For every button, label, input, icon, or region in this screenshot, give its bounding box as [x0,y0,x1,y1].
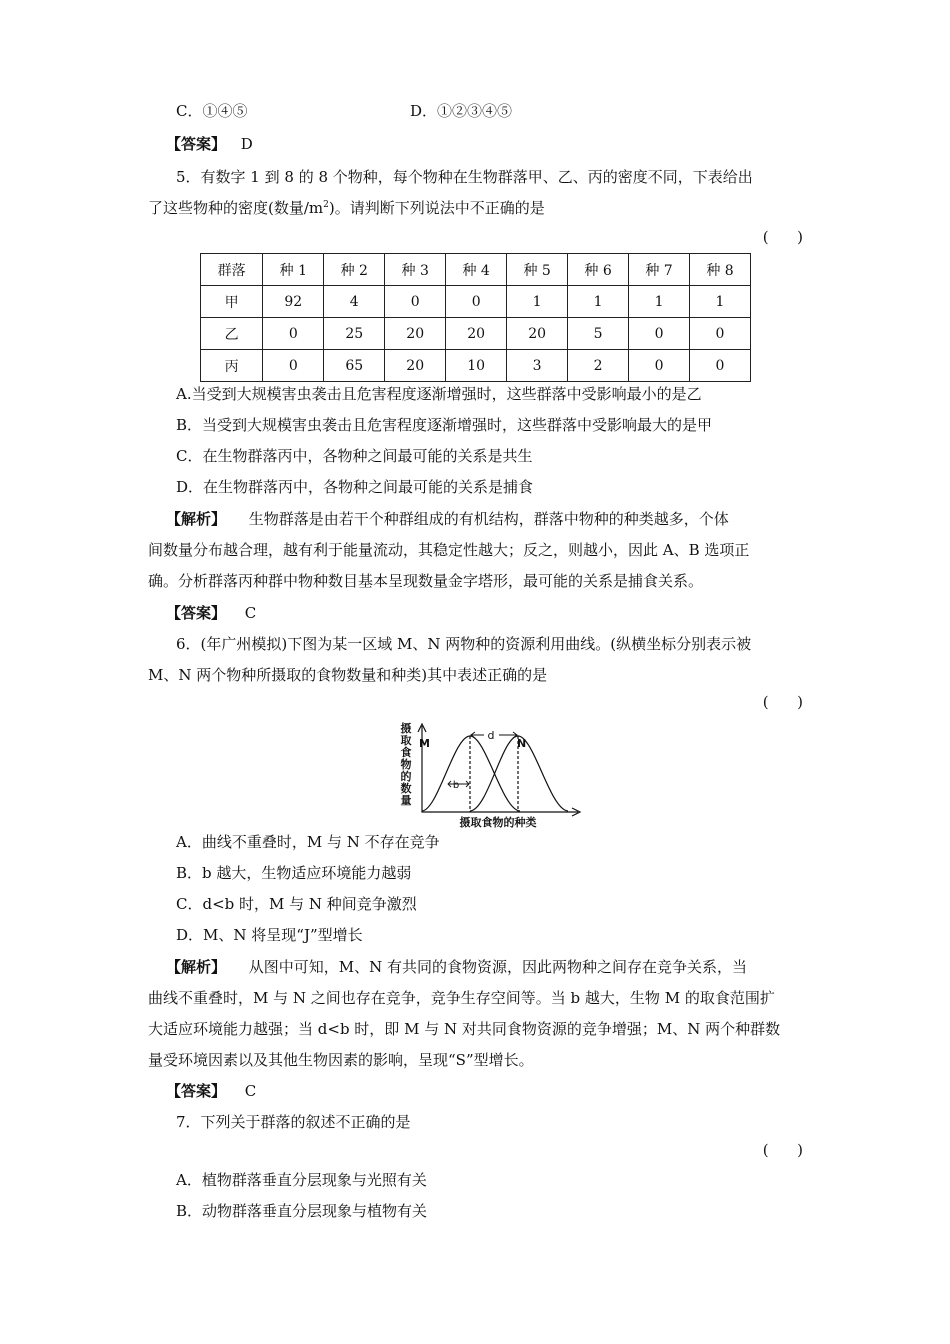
table-cell: 1 [568,286,629,318]
analysis-text: 从图中可知，M、N 有共同的食物资源，因此两物种之间存在竞争关系，当 [248,958,748,976]
answer-value: C [244,1082,257,1100]
density-table [200,253,751,382]
q5-stem-text-b: )。请判断下列说法中不正确的是 [328,199,545,217]
q6-analysis-line1 [166,957,747,977]
table-cell: 1 [690,286,751,318]
table-cell: 0 [263,318,324,350]
answer-label: 【答案】 [166,135,227,153]
table-cell: 乙 [201,318,263,350]
table-row [201,318,751,350]
header-cell: 种 6 [568,254,629,286]
q5-option-c: C．在生物群落丙中，各物种之间最可能的关系是共生 [176,447,533,465]
d-label: d [487,729,495,742]
q7-answer-paren: ( ) [762,1141,803,1159]
table-header-row [201,254,751,286]
q7-option-a: A．植物群落垂直分层现象与光照有关 [176,1171,427,1189]
header-cell: 种 7 [629,254,690,286]
q6-answer [166,1081,256,1101]
q6-stem-line1: 6．(年广州模拟)下图为某一区域 M、N 两物种的资源利用曲线。(纵横坐标分别表示被 [176,635,752,653]
q5-option-d: D．在生物群落丙中，各物种之间最可能的关系是捕食 [176,478,534,496]
table-cell: 0 [629,350,690,382]
q5-stem-superscript: 2 [323,200,329,210]
q6-answer-paren: ( ) [762,693,803,711]
table-cell: 1 [629,286,690,318]
y-axis-label-char: 的 [400,770,412,783]
table-cell: 10 [446,350,507,382]
q4-answer [166,134,253,154]
table-cell: 丙 [201,350,263,382]
q5-option-a: A.当受到大规模害虫袭击且危害程度逐渐增强时，这些群落中受影响最小的是乙 [176,385,702,403]
q5-option-b: B．当受到大规模害虫袭击且危害程度逐渐增强时，这些群落中受影响最大的是甲 [176,416,713,434]
table-cell: 0 [690,350,751,382]
table-cell: 92 [263,286,324,318]
y-axis-label-char: 食 [400,746,412,759]
y-axis-label-char: 量 [400,794,412,807]
table-cell: 25 [324,318,385,350]
table-row [201,350,751,382]
header-cell: 种 1 [263,254,324,286]
header-cell: 种 2 [324,254,385,286]
table-row [201,286,751,318]
q5-stem-line1: 5．有数字 1 到 8 的 8 个物种，每个物种在生物群落甲、乙、丙的密度不同，下表给出 [176,168,753,186]
header-cell: 种 3 [385,254,446,286]
q4-option-c: C．①④⑤ [176,102,248,120]
q6-option-a: A．曲线不重叠时，M 与 N 不存在竞争 [176,833,440,851]
q7-option-b: B．动物群落垂直分层现象与植物有关 [176,1202,428,1220]
q5-analysis-line3: 确。分析群落丙种群中物种数目基本呈现数量金字塔形，最可能的关系是捕食关系。 [148,572,704,590]
q6-analysis-line2: 曲线不重叠时，M 与 N 之间也存在竞争，竞争生存空间等。当 b 越大，生物 M 的取食范围扩 [148,989,775,1007]
table-cell: 0 [385,286,446,318]
resource-utilization-figure [398,718,588,830]
table-cell: 20 [507,318,568,350]
table-cell: 0 [446,286,507,318]
table-cell: 20 [385,350,446,382]
table-cell: 0 [629,318,690,350]
answer-value: C [244,604,257,622]
x-axis-label: 摄取食物的种类 [459,816,537,829]
q6-option-b: B．b 越大，生物适应环境能力越弱 [176,864,412,882]
curve-m-label: M [419,737,430,750]
q5-stem-text-a: 了这些物种的密度(数量/m [148,199,324,217]
answer-label: 【答案】 [166,1082,227,1100]
curve-n-label: N [517,737,527,750]
header-cell: 种 4 [446,254,507,286]
analysis-label: 【解析】 [166,510,227,528]
q6-option-d: D．M、N 将呈现“J”型增长 [176,926,363,944]
table-cell: 0 [263,350,324,382]
q7-stem: 7．下列关于群落的叙述不正确的是 [176,1113,411,1131]
y-axis-label-char: 取 [400,734,412,747]
table-cell: 甲 [201,286,263,318]
table-cell: 1 [507,286,568,318]
q5-analysis-line1 [166,509,729,529]
curve-m [422,736,520,811]
table-cell: 2 [568,350,629,382]
q6-analysis-line3: 大适应环境能力越强；当 d<b 时，即 M 与 N 对共同食物资源的竞争增强；M、N 两个种群数 [148,1020,781,1038]
y-axis-label-char: 物 [400,758,412,771]
analysis-text: 生物群落是由若干个种群组成的有机结构，群落中物种的种类越多，个体 [248,510,729,528]
table-cell: 3 [507,350,568,382]
header-cell: 种 8 [690,254,751,286]
q5-answer-paren: ( ) [762,228,803,246]
q5-stem-line2 [148,198,545,218]
q4-option-d: D．①②③④⑤ [410,102,513,120]
analysis-label: 【解析】 [166,958,227,976]
header-cell: 群落 [201,254,263,286]
q5-answer [166,603,256,623]
q6-stem-line2: M、N 两个物种所摄取的食物数量和种类)其中表述正确的是 [148,666,548,684]
y-axis-label-char: 摄 [400,722,412,735]
answer-value: D [240,135,253,153]
q5-analysis-line2: 间数量分布越合理，越有利于能量流动，其稳定性越大；反之，则越小，因此 A、B 选项正 [148,541,750,559]
q6-option-c: C．d<b 时，M 与 N 种间竞争激烈 [176,895,417,913]
header-cell: 种 5 [507,254,568,286]
table-cell: 5 [568,318,629,350]
y-axis-label-char: 数 [400,782,412,795]
table-cell: 20 [446,318,507,350]
answer-label: 【答案】 [166,604,227,622]
table-cell: 20 [385,318,446,350]
b-label: b [452,780,460,791]
q6-analysis-line4: 量受环境因素以及其他生物因素的影响，呈现“S”型增长。 [148,1051,534,1069]
table-cell: 0 [690,318,751,350]
table-cell: 4 [324,286,385,318]
table-cell: 65 [324,350,385,382]
